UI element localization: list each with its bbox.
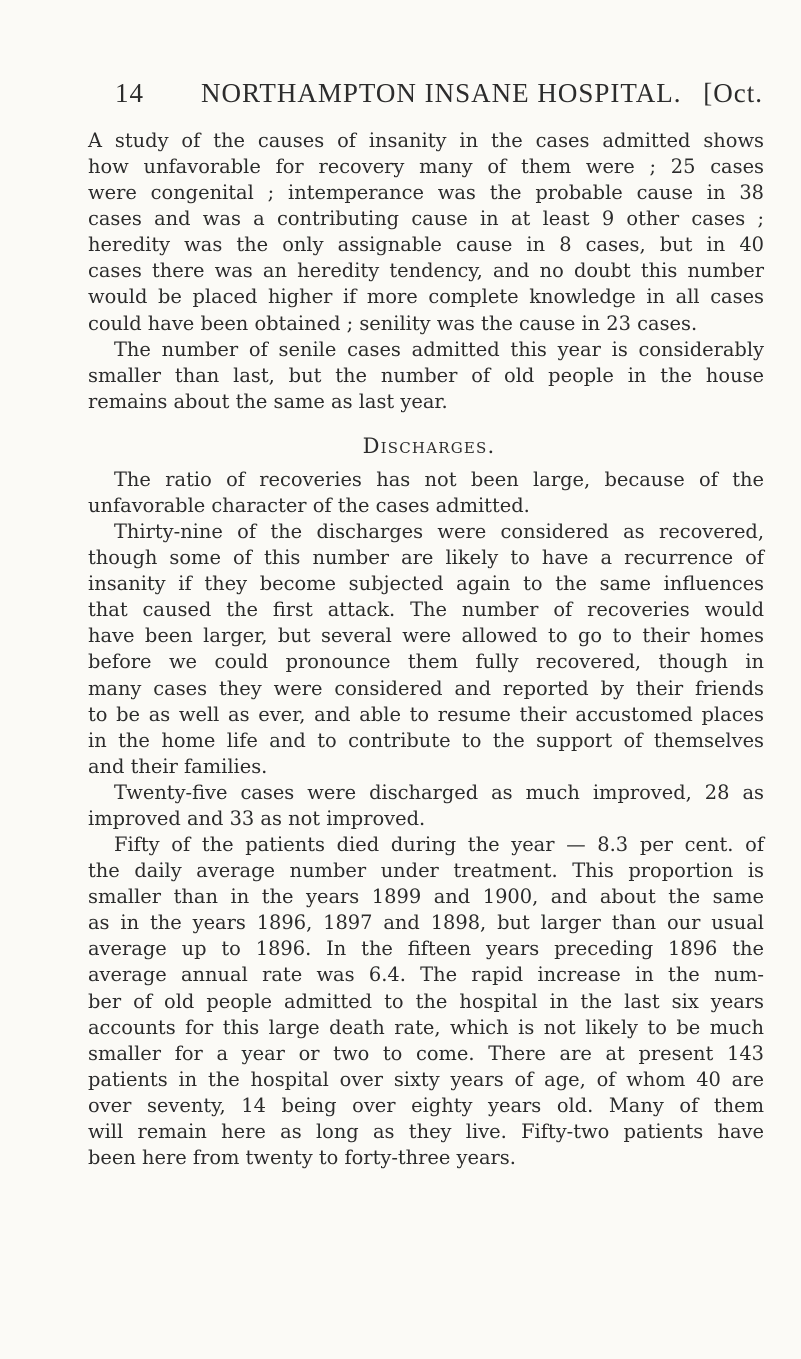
text-line: improved and 33 as not improved. xyxy=(88,806,426,830)
text-line: The ratio of recoveries has not been large, because of the xyxy=(114,467,764,491)
text-line: could have been obtained ; senility was the cause in 23 cases. xyxy=(88,311,698,335)
text-line: Twenty-five cases were discharged as much improved, 28 as xyxy=(114,780,764,804)
text-line: accounts for this large death rate, which is not likely to be much xyxy=(88,1015,764,1039)
text-line: smaller than last, but the number of old people in the house xyxy=(88,363,764,387)
text-line: unfavorable character of the cases admitted. xyxy=(88,494,530,518)
text-line: in the home life and to contribute to the support of themselves xyxy=(88,728,764,752)
text-line: cases and was a contributing cause in at least 9 other cases ; xyxy=(88,207,764,231)
text-line: many cases they were considered and reported by their friends xyxy=(88,676,764,700)
text-line: insanity if they become subjected again to the same influences xyxy=(88,572,764,596)
text-line: and their families. xyxy=(88,754,268,778)
text-line: ber of old people admitted to the hospital in the last six years xyxy=(88,989,764,1013)
text-line: patients in the hospital over sixty years of age, of whom 40 are xyxy=(88,1067,764,1091)
text-line: how unfavorable for recovery many of them were ; 25 cases xyxy=(88,155,764,179)
text-line: remains about the same as last year. xyxy=(88,389,448,413)
text-line: before we could pronounce them fully recovered, though in xyxy=(88,650,764,674)
body-text xyxy=(88,128,764,1171)
text-line: A study of the causes of insanity in the cases admitted shows xyxy=(88,129,764,152)
text-line: been here from twenty to forty-three years. xyxy=(88,1145,516,1169)
text-line: The number of senile cases admitted this year is considerably xyxy=(114,337,764,361)
section-heading: Discharges. xyxy=(362,433,496,458)
running-header xyxy=(115,78,763,110)
text-line: heredity was the only assignable cause in 8 cases, but in 40 xyxy=(88,233,764,257)
text-line: have been larger, but several were allowed to go to their homes xyxy=(88,624,764,648)
text-line: though some of this number are likely to have a recurrence of xyxy=(88,546,764,570)
text-line: over seventy, 14 being over eighty years old. Many of them xyxy=(88,1093,764,1117)
text-line: smaller for a year or two to come. There are at present 143 xyxy=(88,1041,764,1065)
text-line: as in the years 1896, 1897 and 1898, but larger than our usual xyxy=(88,911,764,935)
text-line: Fifty of the patients died during the year — 8.3 per cent. of xyxy=(114,833,764,857)
text-line: smaller than in the years 1899 and 1900, and about the same xyxy=(88,885,764,909)
text-line: Thirty-nine of the discharges were considered as recovered, xyxy=(114,520,764,544)
running-date: [Oct. xyxy=(703,78,763,108)
text-line: were congenital ; intemperance was the probable cause in 38 xyxy=(88,181,764,205)
text-line: the daily average number under treatment. This proportion is xyxy=(88,859,764,883)
text-line: that caused the first attack. The number of recoveries would xyxy=(88,598,764,622)
text-line: cases there was an heredity tendency, and no doubt this number xyxy=(88,259,764,283)
text-line: to be as well as ever, and able to resume their accustomed places xyxy=(88,702,764,726)
text-line: average up to 1896. In the fifteen years preceding 1896 the xyxy=(88,937,764,961)
text-line: would be placed higher if more complete knowledge in all cases xyxy=(88,285,764,309)
page-number: 14 xyxy=(115,78,144,108)
running-title: NORTHAMPTON INSANE HOSPITAL. xyxy=(201,78,682,108)
text-line: will remain here as long as they live. Fifty-two patients have xyxy=(88,1119,764,1143)
text-line: average annual rate was 6.4. The rapid increase in the num- xyxy=(88,963,764,987)
